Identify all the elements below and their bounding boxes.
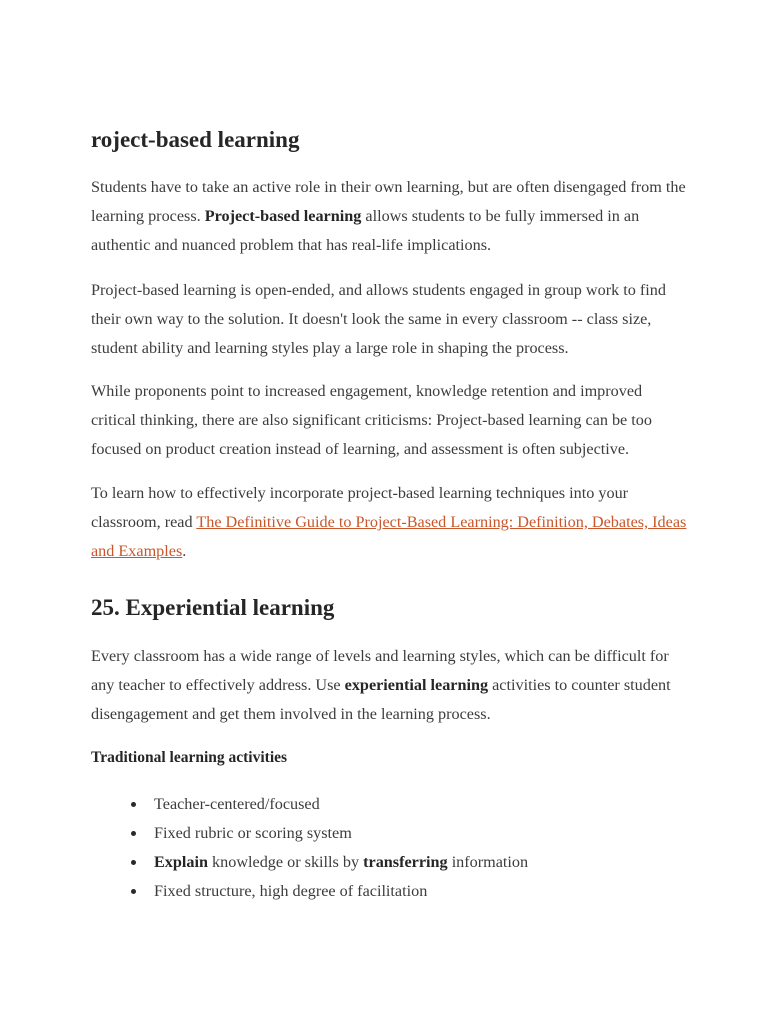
bullet-icon	[131, 860, 136, 865]
section-heading-experiential-learning: 25. Experiential learning	[91, 595, 335, 620]
definitive-guide-link[interactable]: The Definitive Guide to Project-Based Learning: Definition, Debates, Ideas and Examples	[91, 513, 687, 560]
bold-term-transferring: transferring	[363, 853, 448, 871]
list-item-text: Fixed structure, high degree of facilitation	[154, 882, 428, 900]
list-item	[91, 819, 691, 848]
list-item-text: Teacher-centered/focused	[154, 795, 320, 813]
list-item-text: information	[447, 853, 529, 871]
paragraph-text: To learn how to effectively incorporate project-based learning techniques into your classroom, read	[91, 484, 629, 531]
bullet-icon	[131, 889, 136, 894]
bullet-icon	[131, 831, 136, 836]
paragraph-pbl-guide	[91, 479, 691, 566]
list-item-text: knowledge or skills by	[208, 853, 364, 871]
list-item	[91, 848, 691, 877]
traditional-activities-list	[91, 790, 691, 906]
paragraph-text: Every classroom has a wide range of levels and learning styles, which can be difficult for any teacher to effectively address. Use	[91, 647, 669, 694]
paragraph-text: Students have to take an active role in their own learning, but are often disengaged from the learning process.	[91, 178, 686, 225]
paragraph-text: .	[182, 542, 187, 560]
section-heading-project-based-learning: roject-based learning	[91, 127, 300, 152]
paragraph-pbl-criticisms: While proponents point to increased engagement, knowledge retention and improved critical thinking, there are also significant criticisms: Project-based learning can be too focused on product creation instead of learning, and assessment is often subjective.	[91, 382, 652, 458]
paragraph-pbl-open-ended: Project-based learning is open-ended, and allows students engaged in group work to find their own way to the solution. It doesn't look the same in every classroom -- class size, student ability and learning styles play a large role in shaping the process.	[91, 281, 666, 357]
subheading-traditional-learning-activities: Traditional learning activities	[91, 749, 288, 766]
bold-term-experiential-learning: experiential learning	[344, 676, 489, 694]
list-item-text: Fixed rubric or scoring system	[154, 824, 352, 842]
paragraph-text: allows students to be fully immersed in an authentic and nuanced problem that has real-life implications.	[91, 207, 640, 254]
bold-term-explain: Explain	[154, 853, 208, 871]
bold-term-project-based-learning: Project-based learning	[204, 207, 362, 225]
paragraph-experiential-intro	[91, 642, 691, 729]
list-item	[91, 877, 691, 906]
paragraph-text: activities to counter student disengagement and get them involved in the learning process.	[91, 676, 671, 723]
bullet-icon	[131, 802, 136, 807]
paragraph-pbl-intro	[91, 173, 691, 260]
list-item	[91, 790, 691, 819]
